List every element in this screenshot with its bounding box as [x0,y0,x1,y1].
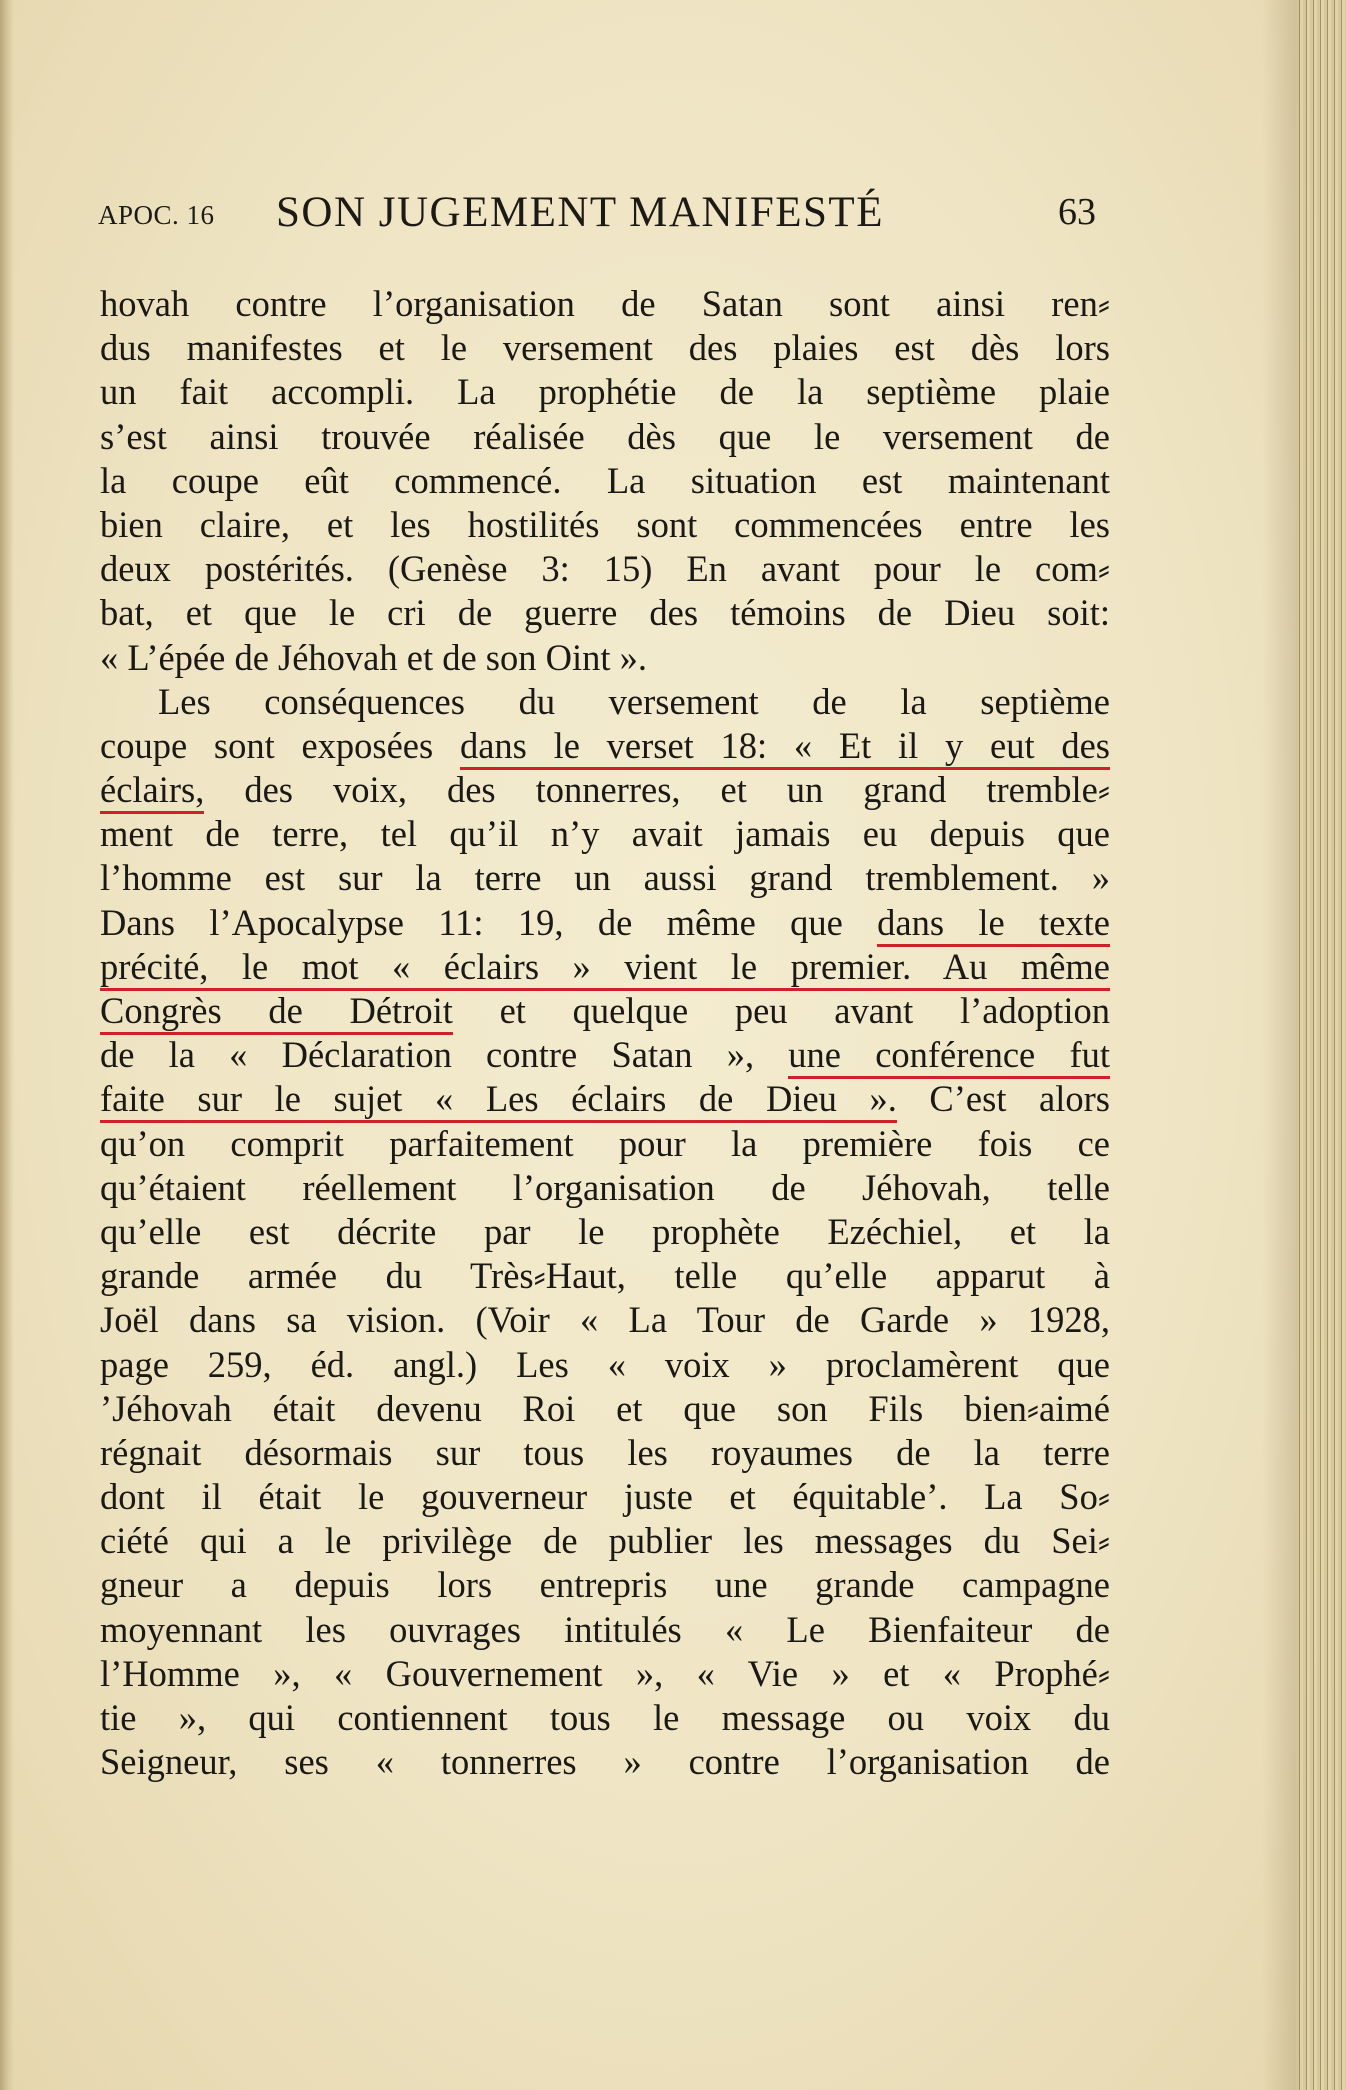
text-run: qu’on comprit parfaitement pour la première fois ce [100,1122,1110,1164]
text-line [100,724,1110,768]
underlined-passage: Congrès de Détroit [100,990,453,1035]
text-line [100,680,1110,724]
text-line [100,1387,1110,1431]
text-run: gneur a depuis lors entrepris une grande campagne [100,1564,1110,1606]
text-run: coupe sont exposées [100,724,460,766]
text-run: ciété qui a le privilège de publier les messages du Sei⸗ [100,1520,1110,1562]
text-run: des voix, des tonnerres, et un grand tremble⸗ [204,769,1110,811]
underlined-passage: éclairs, [100,769,204,814]
page-stack-edge [1296,0,1346,2090]
page-left-edge [0,0,14,2090]
text-run: moyennant les ouvrages intitulés « Le Bienfaiteur de [100,1608,1110,1650]
text-line [100,1608,1110,1652]
text-run: ment de terre, tel qu’il n’y avait jamais eu depuis que [100,813,1110,855]
text-line [100,1519,1110,1563]
text-line [100,989,1110,1033]
text-line [100,768,1110,812]
text-run: s’est ainsi trouvée réalisée dès que le versement de [100,415,1110,457]
page-title: SON JUGEMENT MANIFESTÉ [276,189,884,236]
text-line [100,370,1110,414]
text-run: un fait accompli. La prophétie de la septième plaie [100,371,1110,413]
text-run: bat, et que le cri de guerre des témoins de Dieu soit: [100,592,1110,634]
text-run: la coupe eût commencé. La situation est maintenant [100,459,1110,501]
text-line [100,547,1110,591]
text-line [100,1298,1110,1342]
text-line [100,459,1110,503]
text-line [100,1166,1110,1210]
text-line [100,282,1110,326]
text-line [100,1475,1110,1519]
text-run: dont il était le gouverneur juste et équitable’. La So⸗ [100,1476,1110,1518]
text-run: page 259, éd. angl.) Les « voix » proclamèrent que [100,1343,1110,1385]
text-run: deux postérités. (Genèse 3: 15) En avant pour le com⸗ [100,548,1110,590]
text-run: dus manifestes et le versement des plaies est dès lors [100,327,1110,369]
text-line [100,1652,1110,1696]
text-line [100,901,1110,945]
underlined-passage: une conférence fut [788,1034,1110,1079]
text-run: et quelque peu avant l’adoption [452,990,1111,1031]
running-header [0,188,1346,244]
text-line [100,812,1110,856]
text-run: bien claire, et les hostilités sont commencées entre les [100,503,1110,545]
text-line [100,945,1110,989]
text-line [100,636,1110,680]
text-run: hovah contre l’organisation de Satan sont ainsi ren⸗ [100,283,1110,324]
text-line [100,415,1110,459]
text-run: grande armée du Très⸗Haut, telle qu’elle apparut à [100,1255,1110,1297]
text-line [100,1122,1110,1166]
text-line [100,1343,1110,1387]
text-run: l’homme est sur la terre un aussi grand tremblement. » [100,857,1110,899]
text-run: Les conséquences du versement de la septième [158,680,1110,722]
text-line [100,326,1110,370]
text-line [100,856,1110,900]
body-text [100,282,1110,1784]
underlined-passage: dans le texte [877,902,1110,947]
text-run: ’Jéhovah était devenu Roi et que son Fils bien⸗aimé [100,1387,1110,1429]
text-run: Seigneur, ses « tonnerres » contre l’organisation de [100,1741,1110,1783]
text-line [100,1740,1110,1784]
text-line [100,503,1110,547]
text-run: de la « Déclaration contre Satan », [100,1034,789,1076]
text-run: tie », qui contiennent tous le message ou voix du [100,1697,1110,1738]
text-line [100,1431,1110,1475]
text-line [100,1696,1110,1740]
chapter-reference: APOC. 16 [98,200,215,230]
text-run: l’Homme », « Gouvernement », « Vie » et « Prophé⸗ [100,1652,1110,1694]
text-run: Dans l’Apocalypse 11: 19, de même que [100,901,878,943]
text-line [100,1033,1110,1077]
text-run: Joël dans sa vision. (Voir « La Tour de Garde » 1928, [100,1299,1110,1341]
underlined-passage: faite sur le sujet « Les éclairs de Dieu ». [100,1078,897,1123]
text-line [100,1563,1110,1607]
text-run: qu’elle est décrite par le prophète Ezéchiel, et la [100,1210,1110,1252]
page-number: 63 [1058,191,1096,233]
text-run: C’est alors [896,1078,1111,1120]
text-run: « L’épée de Jéhovah et de son Oint ». [100,636,648,678]
text-line [100,1077,1110,1121]
text-line [100,1210,1110,1254]
underlined-passage: précité, le mot « éclairs » vient le premier. Au même [100,946,1110,991]
text-line [100,591,1110,635]
underlined-passage: dans le verset 18: « Et il y eut des [460,725,1110,770]
text-run: régnait désormais sur tous les royaumes de la terre [100,1431,1110,1473]
text-run: qu’étaient réellement l’organisation de Jéhovah, telle [100,1166,1110,1208]
text-line [100,1254,1110,1298]
